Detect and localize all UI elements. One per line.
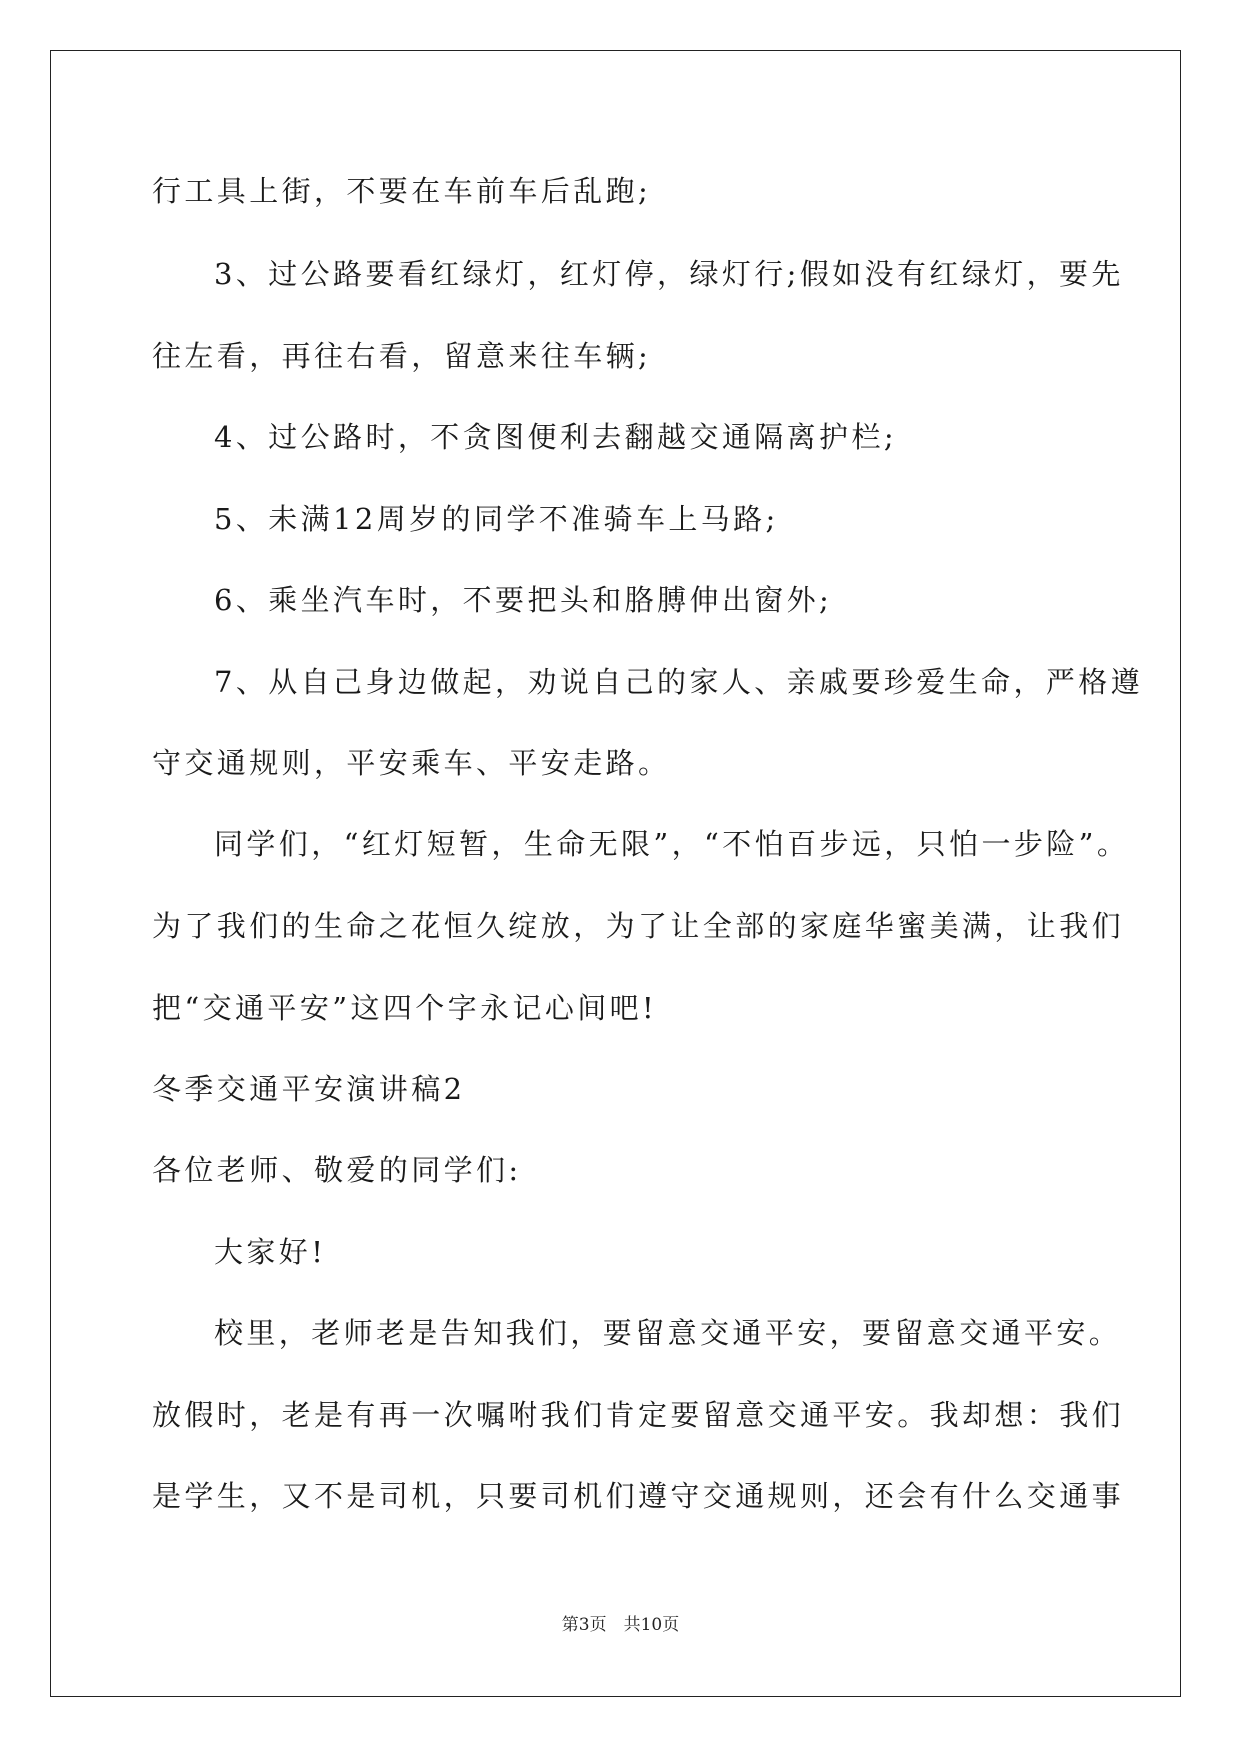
paragraph-line-16: 放假时，老是有再一次嘱咐我们肯定要留意交通平安。我却想：我们 bbox=[152, 1398, 1125, 1432]
greeting: 大家好! bbox=[214, 1235, 327, 1269]
list-item-5: 5、未满12周岁的同学不准骑车上马路; bbox=[214, 502, 779, 536]
paragraph-line-11: 把“交通平安”这四个字永记心间吧! bbox=[152, 991, 658, 1025]
page-border bbox=[50, 50, 1181, 1697]
section-title: 冬季交通平安演讲稿2 bbox=[152, 1072, 466, 1106]
salutation: 各位老师、敬爱的同学们: bbox=[152, 1153, 522, 1187]
text-line-8: 守交通规则，平安乘车、平安走路。 bbox=[152, 746, 671, 780]
list-item-4: 4、过公路时，不贪图便利去翻越交通隔离护栏; bbox=[214, 420, 898, 454]
paragraph-line-17: 是学生，又不是司机，只要司机们遵守交通规则，还会有什么交通事 bbox=[152, 1479, 1125, 1513]
paragraph-line-10: 为了我们的生命之花恒久绽放，为了让全部的家庭华蜜美满，让我们 bbox=[152, 909, 1125, 943]
text-line-1: 行工具上街，不要在车前车后乱跑; bbox=[152, 174, 652, 208]
list-item-7: 7、从自己身边做起，劝说自己的家人、亲戚要珍爱生命，严格遵 bbox=[214, 665, 1144, 699]
paragraph-line-9: 同学们，“红灯短暂，生命无限”，“不怕百步远，只怕一步险”。 bbox=[214, 827, 1130, 861]
list-item-3: 3、过公路要看红绿灯，红灯停，绿灯行;假如没有红绿灯，要先 bbox=[214, 257, 1124, 291]
paragraph-line-15: 校里，老师老是告知我们，要留意交通平安，要留意交通平安。 bbox=[214, 1316, 1122, 1350]
page-number-footer: 第3页 共10页 bbox=[561, 1615, 680, 1635]
list-item-6: 6、乘坐汽车时，不要把头和胳膊伸出窗外; bbox=[214, 583, 833, 617]
text-line-3: 往左看，再往右看，留意来往车辆; bbox=[152, 339, 652, 373]
